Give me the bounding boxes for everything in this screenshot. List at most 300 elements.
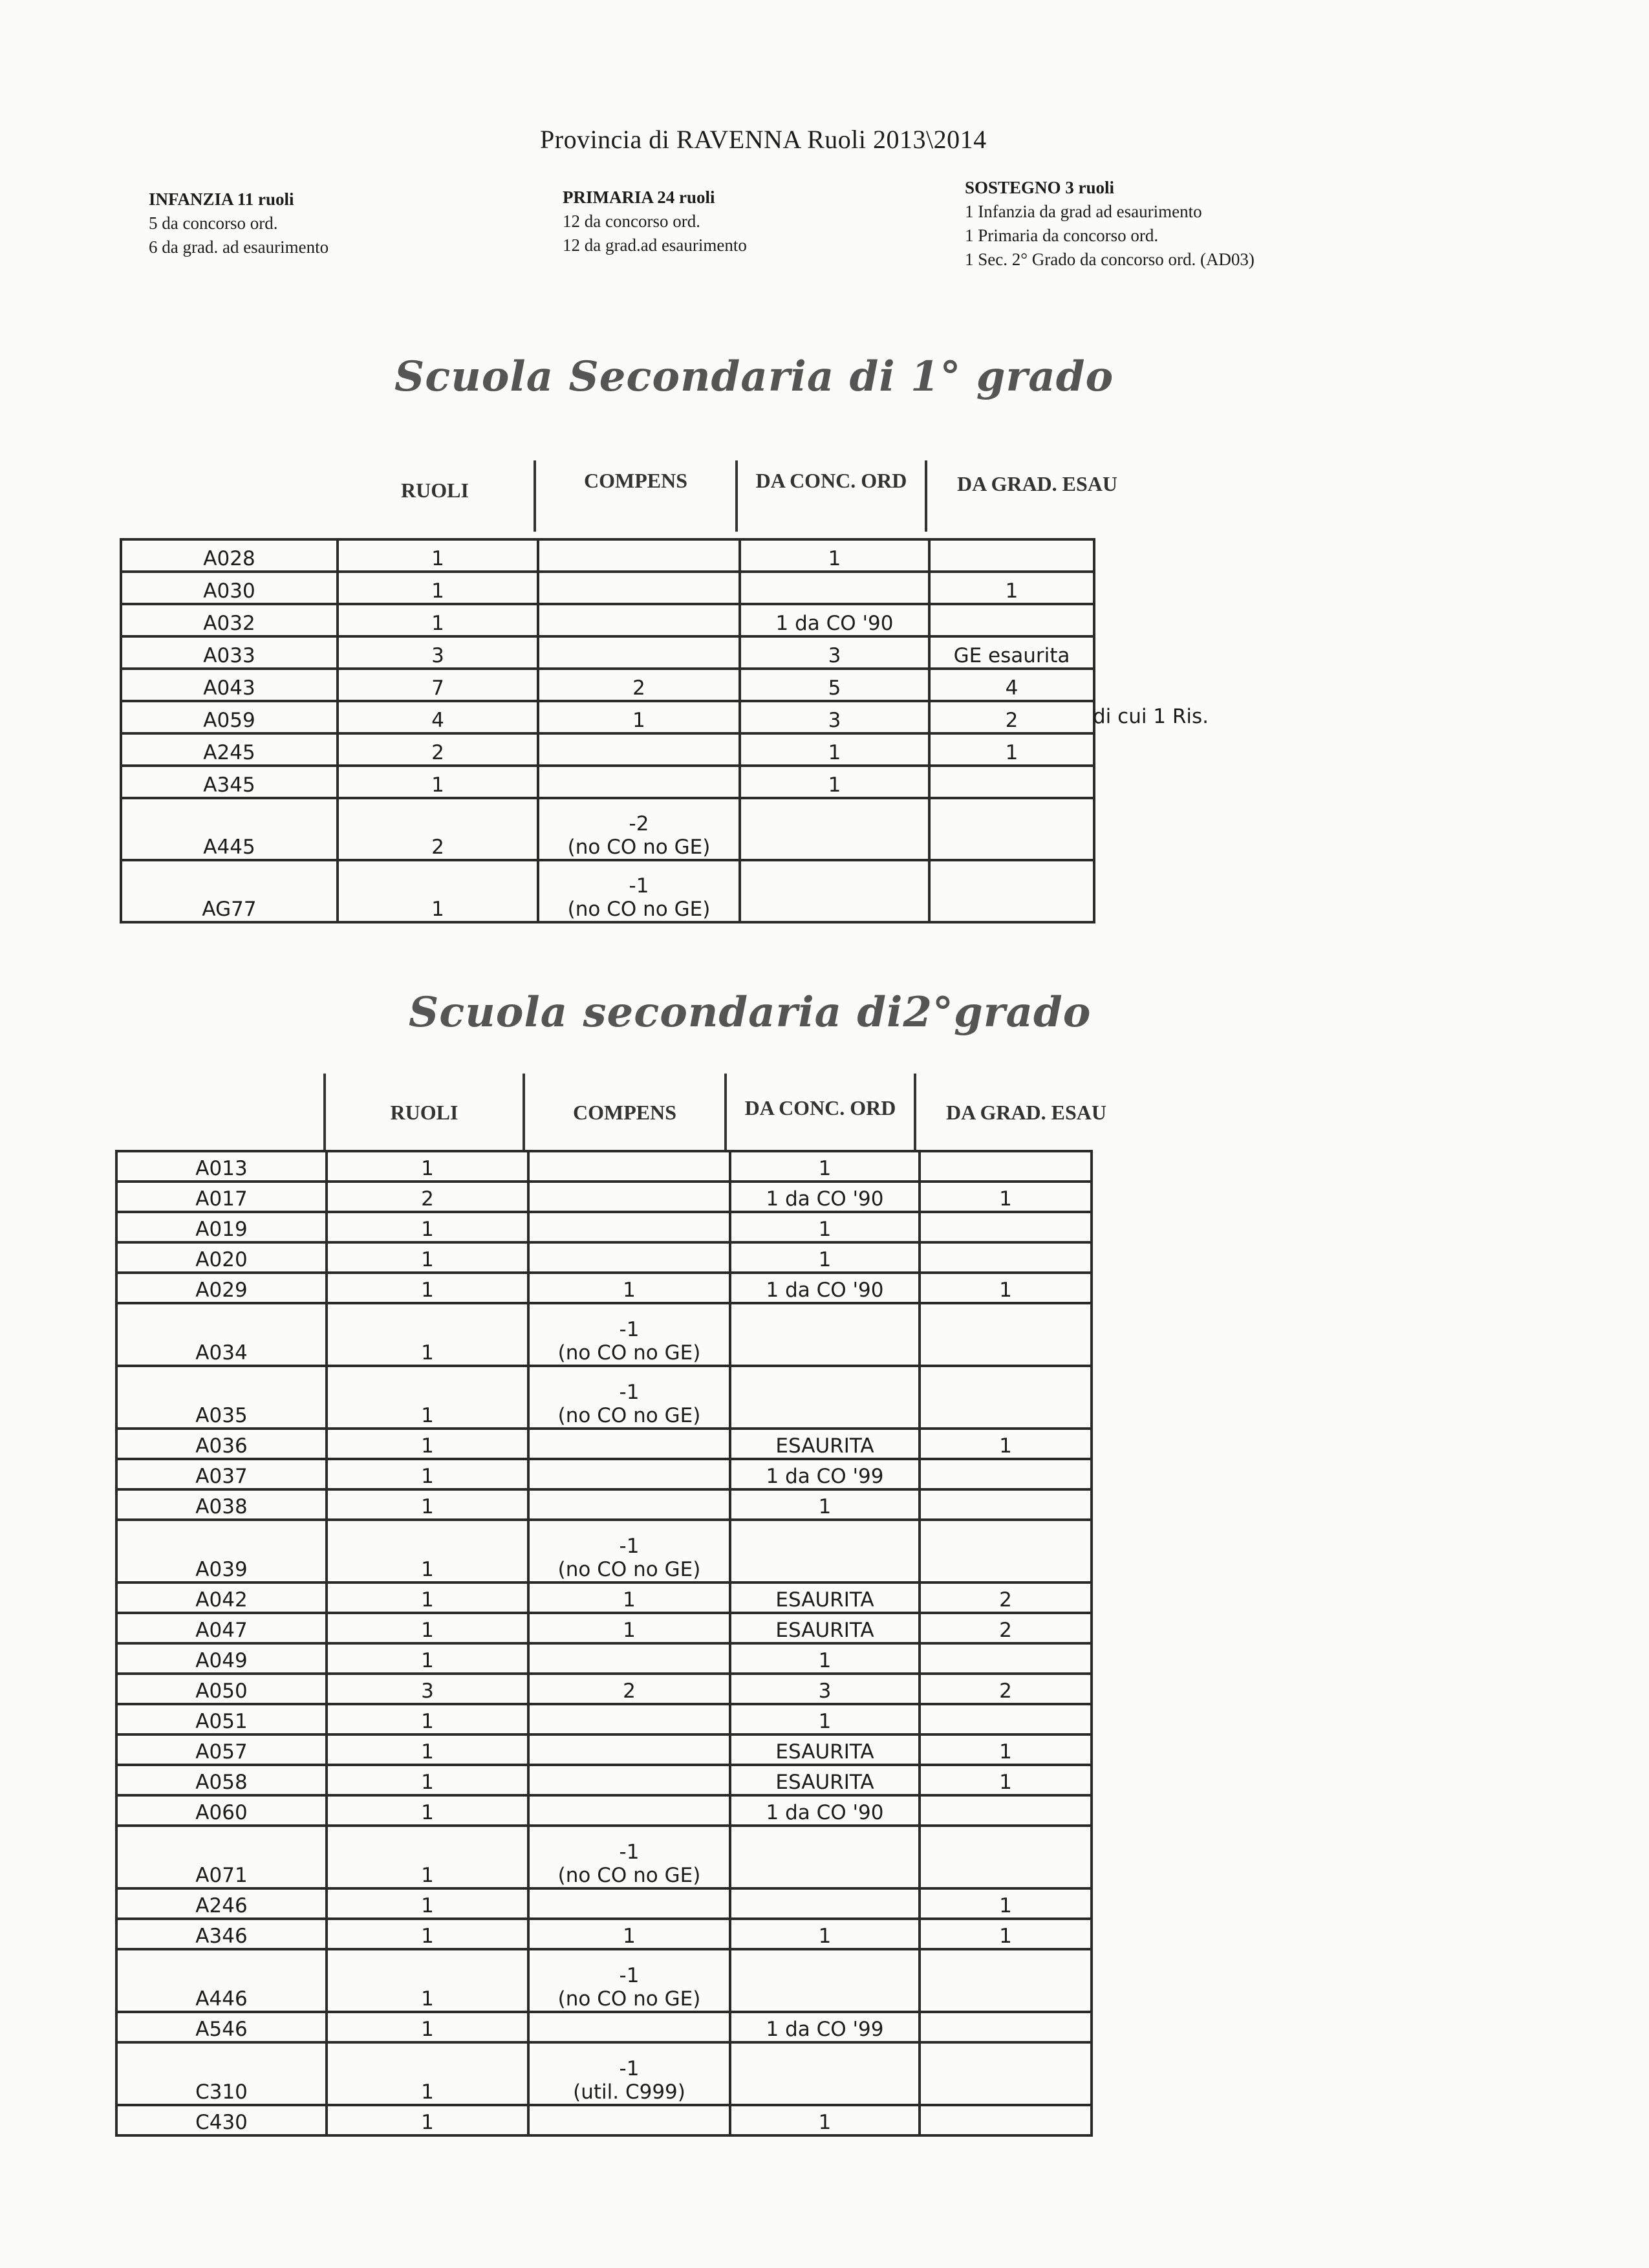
conc-ord-cell — [730, 1212, 920, 1242]
table-row — [121, 636, 1094, 669]
table-row — [116, 1489, 1092, 1520]
cell-text: 1 — [421, 1987, 434, 2011]
cell-text: 4 — [431, 709, 444, 732]
class-code-cell — [121, 798, 338, 860]
cell-text: 1 — [828, 773, 841, 797]
table-row — [116, 1674, 1092, 1704]
class-code-cell — [116, 1734, 327, 1765]
cell-text: (no CO no GE) — [557, 1404, 701, 1427]
conc-ord-cell — [730, 2012, 920, 2042]
table-row — [116, 1242, 1092, 1273]
col-header-compens: COMPENS — [573, 1101, 676, 1124]
cell-text: A060 — [195, 1801, 248, 1824]
cell-text: ESAURITA — [775, 1588, 874, 1612]
table-row — [116, 1949, 1092, 2012]
cell-text: 3 — [421, 1679, 434, 1703]
ruoli-cell — [327, 1212, 528, 1242]
grad-esau-cell — [920, 1151, 1092, 1182]
cell-text: 1 — [421, 1925, 434, 1948]
cell-text: 1 — [421, 1558, 434, 1581]
conc-ord-cell — [730, 1429, 920, 1459]
compens-cell — [528, 1919, 730, 1949]
col-header-ruoli: RUOLI — [401, 479, 469, 502]
grad-esau-cell — [929, 798, 1094, 860]
conc-ord-cell — [730, 1674, 920, 1704]
class-code-cell — [121, 636, 338, 669]
class-code-cell — [116, 1489, 327, 1520]
cell-text: 1 — [623, 1279, 636, 1302]
compens-cell — [528, 1734, 730, 1765]
cell-text: -1 — [619, 1841, 640, 1864]
cell-text: A043 — [203, 676, 255, 700]
grad-esau-cell — [920, 1919, 1092, 1949]
class-code-cell — [116, 1704, 327, 1734]
ruoli-cell — [327, 1182, 528, 1212]
cell-text: A030 — [203, 579, 255, 603]
side-note: di cui 1 Ris. — [1093, 705, 1209, 728]
table-row — [121, 572, 1094, 604]
compens-cell — [528, 1303, 730, 1366]
ruoli-cell — [327, 1643, 528, 1674]
grad-esau-cell — [920, 2042, 1092, 2105]
ruoli-cell — [338, 572, 538, 604]
cell-text: 1 — [1005, 741, 1018, 764]
cell-text: 1 — [623, 1925, 636, 1948]
ruoli-cell — [338, 604, 538, 636]
grad-esau-cell — [920, 1459, 1092, 1489]
ruoli-cell — [327, 1949, 528, 2012]
conc-ord-cell — [730, 1888, 920, 1919]
cell-text: A028 — [203, 547, 255, 570]
cell-text: A059 — [203, 709, 255, 732]
cell-text: 2 — [999, 1619, 1012, 1642]
class-code-cell — [121, 572, 338, 604]
compens-cell — [528, 1429, 730, 1459]
class-code-cell — [116, 1242, 327, 1273]
grad-esau-cell — [920, 1212, 1092, 1242]
compens-cell — [528, 1273, 730, 1303]
table-row — [116, 1643, 1092, 1674]
conc-ord-cell — [730, 1734, 920, 1765]
table-row — [116, 1582, 1092, 1613]
cell-text: (no CO no GE) — [557, 1864, 701, 1887]
cell-text: (no CO no GE) — [567, 898, 711, 921]
cell-text: A037 — [195, 1465, 248, 1488]
grad-esau-cell — [920, 1613, 1092, 1643]
compens-cell — [528, 1826, 730, 1888]
cell-text: 7 — [431, 676, 444, 700]
cell-text: 1 — [421, 1801, 434, 1824]
class-code-cell — [116, 1795, 327, 1826]
ruoli-cell — [327, 1826, 528, 1888]
cell-text: 1 — [818, 1248, 832, 1271]
grad-esau-cell — [920, 1704, 1092, 1734]
compens-cell — [538, 604, 740, 636]
cell-text: C430 — [195, 2111, 248, 2134]
cell-text: 1 — [828, 547, 841, 570]
table-row — [121, 701, 1094, 733]
cell-text: AG77 — [202, 898, 257, 921]
table-row — [116, 1826, 1092, 1888]
cell-text: 3 — [828, 644, 841, 667]
class-code-cell — [116, 1765, 327, 1795]
col-header-compens: COMPENS — [584, 469, 687, 492]
grad-esau-cell — [920, 1489, 1092, 1520]
cell-text: 1 — [421, 1619, 434, 1642]
cell-text: A019 — [195, 1218, 248, 1241]
section-title-secondaria-1: Scuola Secondaria di 1° grado — [394, 352, 1114, 401]
cell-text: 1 — [1005, 579, 1018, 603]
grad-esau-cell — [920, 1888, 1092, 1919]
conc-ord-cell — [730, 1489, 920, 1520]
cell-text: 1 da CO '90 — [766, 1187, 884, 1211]
compens-cell — [538, 539, 740, 572]
grad-esau-cell — [929, 539, 1094, 572]
summary-primaria-head: PRIMARIA 24 ruoli — [563, 188, 715, 207]
cell-text: 4 — [1005, 676, 1018, 700]
class-code-cell — [116, 1643, 327, 1674]
cell-text: 1 — [818, 2111, 832, 2134]
grad-esau-cell — [920, 1182, 1092, 1212]
table-row — [121, 766, 1094, 798]
compens-cell — [538, 701, 740, 733]
cell-text: 1 — [623, 1619, 636, 1642]
table-row — [116, 1520, 1092, 1582]
class-code-cell — [116, 1888, 327, 1919]
table-row — [116, 2105, 1092, 2135]
cell-text: A057 — [195, 1740, 248, 1764]
cell-text: 1 — [818, 1710, 832, 1733]
header-divider — [925, 460, 927, 532]
conc-ord-cell — [740, 604, 929, 636]
conc-ord-cell — [730, 1919, 920, 1949]
cell-text: 1 — [818, 1649, 832, 1672]
grad-esau-cell — [920, 1429, 1092, 1459]
compens-cell — [538, 766, 740, 798]
cell-text: -1 — [619, 1964, 640, 1987]
ruoli-cell — [338, 701, 538, 733]
table-row — [116, 1366, 1092, 1429]
grad-esau-cell — [929, 701, 1094, 733]
cell-text: A035 — [195, 1404, 248, 1427]
compens-cell — [538, 798, 740, 860]
ruoli-cell — [338, 798, 538, 860]
cell-text: -2 — [629, 812, 649, 836]
conc-ord-cell — [740, 766, 929, 798]
compens-cell — [528, 2012, 730, 2042]
conc-ord-cell — [730, 1182, 920, 1212]
cell-text: 1 — [431, 579, 444, 603]
cell-text: 3 — [828, 709, 841, 732]
grad-esau-cell — [920, 2105, 1092, 2135]
cell-text: (no CO no GE) — [557, 1987, 701, 2011]
grad-esau-cell — [920, 1674, 1092, 1704]
table-secondaria-2 — [115, 1150, 1093, 2137]
cell-text: -1 — [619, 1381, 640, 1404]
grad-esau-cell — [929, 636, 1094, 669]
conc-ord-cell — [730, 1795, 920, 1826]
compens-cell — [528, 1643, 730, 1674]
grad-esau-cell — [920, 1273, 1092, 1303]
compens-cell — [528, 1613, 730, 1643]
page-title: Provincia di RAVENNA Ruoli 2013\2014 — [540, 125, 987, 154]
cell-text: A033 — [203, 644, 255, 667]
cell-text: (no CO no GE) — [567, 836, 711, 859]
cell-text: 1 — [421, 2080, 434, 2104]
cell-text: A346 — [195, 1925, 248, 1948]
class-code-cell — [116, 1212, 327, 1242]
class-code-cell — [116, 1429, 327, 1459]
table-row — [116, 1273, 1092, 1303]
cell-text: 1 — [999, 1279, 1012, 1302]
conc-ord-cell — [740, 636, 929, 669]
conc-ord-cell — [730, 2105, 920, 2135]
compens-cell — [528, 1795, 730, 1826]
conc-ord-cell — [740, 572, 929, 604]
cell-text: -1 — [619, 1535, 640, 1558]
compens-cell — [538, 733, 740, 766]
compens-cell — [528, 1582, 730, 1613]
grad-esau-cell — [920, 1734, 1092, 1765]
conc-ord-cell — [730, 2042, 920, 2105]
cell-text: 2 — [999, 1679, 1012, 1703]
class-code-cell — [116, 1273, 327, 1303]
cell-text: A246 — [195, 1894, 248, 1917]
cell-text: 1 — [818, 1218, 832, 1241]
conc-ord-cell — [730, 1151, 920, 1182]
compens-cell — [528, 1151, 730, 1182]
class-code-cell — [116, 1826, 327, 1888]
cell-text: 1 — [421, 2018, 434, 2041]
summary-infanzia-head: INFANZIA 11 ruoli — [149, 189, 294, 209]
summary-sostegno-line: 1 Sec. 2° Grado da concorso ord. (AD03) — [965, 250, 1255, 269]
cell-text: 3 — [818, 1679, 832, 1703]
conc-ord-cell — [740, 860, 929, 922]
conc-ord-cell — [730, 1765, 920, 1795]
ruoli-cell — [327, 1919, 528, 1949]
cell-text: A047 — [195, 1619, 248, 1642]
cell-text: ESAURITA — [775, 1619, 874, 1642]
col-header-grad-esau: DA GRAD. ESAU — [945, 1101, 1107, 1124]
table-row — [116, 1795, 1092, 1826]
conc-ord-cell — [730, 1582, 920, 1613]
table-row — [116, 1459, 1092, 1489]
class-code-cell — [121, 860, 338, 922]
cell-text: A345 — [203, 773, 255, 797]
cell-text: 1 da CO '90 — [775, 612, 894, 635]
cell-text: 1 — [818, 1495, 832, 1518]
table-row — [116, 1303, 1092, 1366]
compens-cell — [538, 572, 740, 604]
compens-cell — [528, 1520, 730, 1582]
ruoli-cell — [327, 2105, 528, 2135]
table-row — [116, 1704, 1092, 1734]
grad-esau-cell — [920, 1520, 1092, 1582]
cell-text: 1 — [421, 1248, 434, 1271]
col-header-grad-esau: DA GRAD. ESAU — [956, 472, 1118, 495]
class-code-cell — [116, 1674, 327, 1704]
ruoli-cell — [338, 733, 538, 766]
cell-text: GE esaurita — [953, 644, 1070, 667]
conc-ord-cell — [740, 733, 929, 766]
cell-text: (util. C999) — [573, 2080, 685, 2104]
cell-text: 1 — [431, 547, 444, 570]
class-code-cell — [116, 1520, 327, 1582]
compens-cell — [528, 1888, 730, 1919]
grad-esau-cell — [929, 766, 1094, 798]
ruoli-cell — [327, 1303, 528, 1366]
cell-text: A546 — [195, 2018, 248, 2041]
grad-esau-cell — [929, 604, 1094, 636]
grad-esau-cell — [920, 1242, 1092, 1273]
class-code-cell — [121, 604, 338, 636]
cell-text: 3 — [431, 644, 444, 667]
cell-text: 1 — [421, 1157, 434, 1180]
cell-text: 1 — [818, 1157, 832, 1180]
ruoli-cell — [338, 860, 538, 922]
conc-ord-cell — [730, 1826, 920, 1888]
cell-text: (no CO no GE) — [557, 1341, 701, 1365]
cell-text: A017 — [195, 1187, 248, 1211]
compens-cell — [528, 1366, 730, 1429]
conc-ord-cell — [730, 1303, 920, 1366]
cell-text: 1 — [818, 1925, 832, 1948]
cell-text: 1 — [421, 1341, 434, 1365]
class-code-cell — [121, 733, 338, 766]
grad-esau-cell — [920, 2012, 1092, 2042]
grad-esau-cell — [920, 1582, 1092, 1613]
cell-text: ESAURITA — [775, 1740, 874, 1764]
compens-cell — [528, 1949, 730, 2012]
cell-text: 2 — [623, 1679, 636, 1703]
cell-text: 1 — [431, 773, 444, 797]
ruoli-cell — [338, 766, 538, 798]
summary-primaria-line: 12 da grad.ad esaurimento — [563, 235, 747, 255]
table-row — [121, 604, 1094, 636]
cell-text: A032 — [203, 612, 255, 635]
cell-text: C310 — [195, 2080, 248, 2104]
ruoli-cell — [327, 2042, 528, 2105]
conc-ord-cell — [740, 798, 929, 860]
ruoli-cell — [327, 1520, 528, 1582]
cell-text: 2 — [431, 836, 444, 859]
table-row — [121, 733, 1094, 766]
cell-text: -1 — [629, 874, 649, 898]
class-code-cell — [116, 1182, 327, 1212]
cell-text: 1 — [421, 1218, 434, 1241]
cell-text: -1 — [619, 1318, 640, 1341]
conc-ord-cell — [730, 1643, 920, 1674]
cell-text: 2 — [421, 1187, 434, 1211]
cell-text: A042 — [195, 1588, 248, 1612]
cell-text: 1 — [421, 1710, 434, 1733]
conc-ord-cell — [730, 1613, 920, 1643]
col-header-conc-ord: DA CONC. ORD — [755, 469, 907, 492]
table-row — [121, 798, 1094, 860]
cell-text: 1 — [421, 1771, 434, 1794]
ruoli-cell — [327, 1459, 528, 1489]
cell-text: A071 — [195, 1864, 248, 1887]
conc-ord-cell — [730, 1520, 920, 1582]
table-row — [121, 860, 1094, 922]
grad-esau-cell — [920, 1303, 1092, 1366]
cell-text: 2 — [1005, 709, 1018, 732]
cell-text: 1 — [828, 741, 841, 764]
cell-text: 1 — [999, 1740, 1012, 1764]
class-code-cell — [116, 1303, 327, 1366]
cell-text: 1 — [421, 2111, 434, 2134]
ruoli-cell — [327, 1273, 528, 1303]
class-code-cell — [121, 766, 338, 798]
cell-text: 1 — [632, 709, 645, 732]
cell-text: 1 — [421, 1495, 434, 1518]
class-code-cell — [121, 669, 338, 701]
ruoli-cell — [327, 2012, 528, 2042]
cell-text: 1 — [431, 612, 444, 635]
summary-infanzia-line: 5 da concorso ord. — [149, 213, 278, 233]
ruoli-cell — [338, 539, 538, 572]
col-header-conc-ord: DA CONC. ORD — [744, 1096, 896, 1119]
compens-cell — [528, 1704, 730, 1734]
cell-text: 1 — [999, 1894, 1012, 1917]
cell-text: 1 — [421, 1404, 434, 1427]
ruoli-cell — [327, 1582, 528, 1613]
ruoli-cell — [327, 1704, 528, 1734]
cell-text: 1 — [421, 1894, 434, 1917]
cell-text: 1 da CO '90 — [766, 1801, 884, 1824]
conc-ord-cell — [740, 539, 929, 572]
class-code-cell — [116, 1919, 327, 1949]
cell-text: 1 — [999, 1187, 1012, 1211]
ruoli-cell — [327, 1151, 528, 1182]
cell-text: 1 — [421, 1649, 434, 1672]
grad-esau-cell — [929, 669, 1094, 701]
compens-cell — [538, 860, 740, 922]
cell-text: 1 — [421, 1864, 434, 1887]
cell-text: A049 — [195, 1649, 248, 1672]
cell-text: 1 — [999, 1925, 1012, 1948]
ruoli-cell — [338, 669, 538, 701]
cell-text: A445 — [203, 836, 255, 859]
conc-ord-cell — [730, 1366, 920, 1429]
ruoli-cell — [327, 1888, 528, 1919]
ruoli-cell — [327, 1489, 528, 1520]
class-code-cell — [116, 1949, 327, 2012]
table-row — [116, 1151, 1092, 1182]
class-code-cell — [121, 539, 338, 572]
ruoli-cell — [327, 1674, 528, 1704]
grad-esau-cell — [920, 1826, 1092, 1888]
cell-text: 2 — [431, 741, 444, 764]
table-row — [116, 2012, 1092, 2042]
summary-sostegno-line: 1 Primaria da concorso ord. — [965, 226, 1159, 245]
grad-esau-cell — [929, 860, 1094, 922]
class-code-cell — [116, 1459, 327, 1489]
class-code-cell — [116, 2042, 327, 2105]
cell-text: 1 da CO '99 — [766, 1465, 884, 1488]
cell-text: ESAURITA — [775, 1771, 874, 1794]
cell-text: 1 — [999, 1771, 1012, 1794]
grad-esau-cell — [920, 1366, 1092, 1429]
ruoli-cell — [327, 1242, 528, 1273]
cell-text: 1 — [421, 1588, 434, 1612]
summary-sostegno-head: SOSTEGNO 3 ruoli — [965, 178, 1115, 197]
conc-ord-cell — [730, 1949, 920, 2012]
cell-text: A013 — [195, 1157, 248, 1180]
conc-ord-cell — [730, 1704, 920, 1734]
table-row — [116, 1613, 1092, 1643]
class-code-cell — [116, 1582, 327, 1613]
